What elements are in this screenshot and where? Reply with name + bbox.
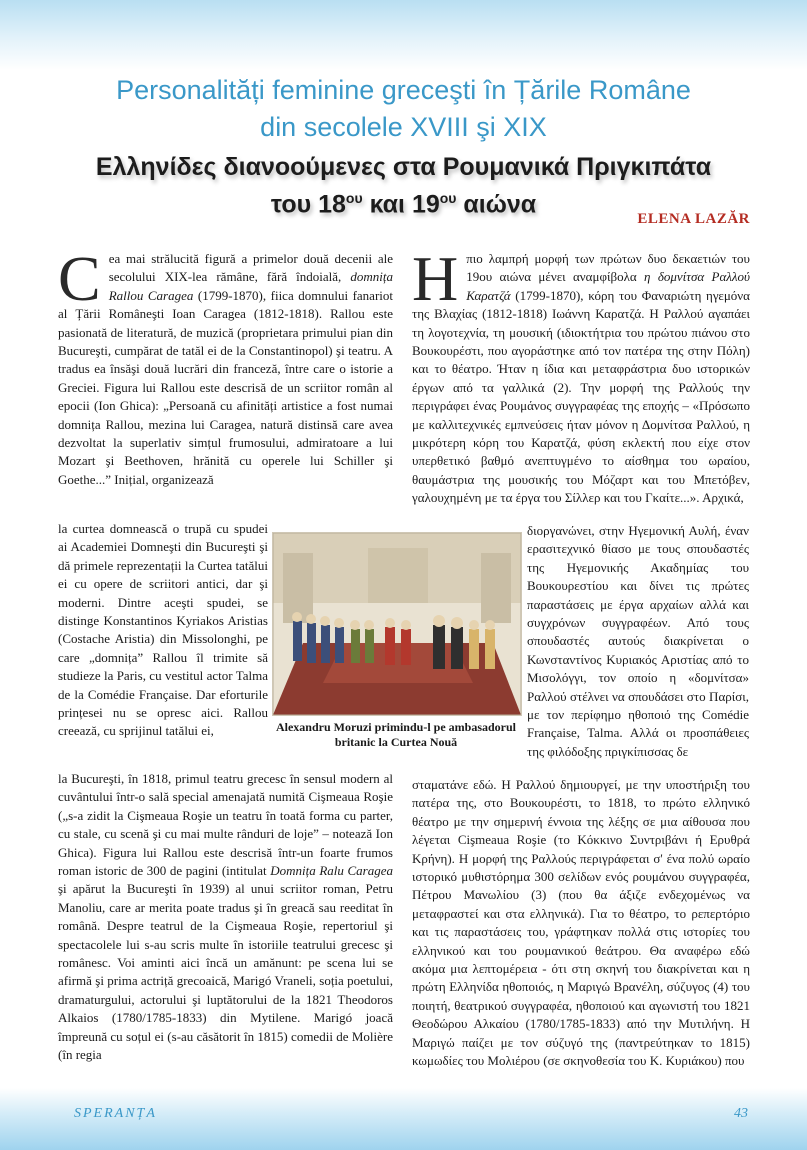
romanian-p1-text-b: (1799-1870), fiica domnului fanariot al Țării Româneşti Ioan Caragea (1812-1818). Rallou este pasionată de literatură, de muzică (proprietara primului pian din Bucureşti, cumpărat de tatăl ei de la Constantinopol) şi teatru. A tradus ea însăşi două lucrări din franceză, între care o istorie a Greciei. Figura lui Rallou este descrisă de un scriitor român al epocii (Ion Ghica): „Persoană cu afinități artistice a fost numai domnița Rallou, mezina lui Caragea, natură distinsă care avea dezvoltat la superlativ simțul frumosului, admiratoare a lui Mozart şi Beethoven, hrănită cu operele lui Schiller şi Goethe...” Inițial, organizează — [58, 287, 393, 487]
romanian-paragraph-2: la curtea domnească o trupă cu spudei ai Academiei Domneşti din Bucureşti şi dă primele reprezentații la Curtea tatălui ei cu opere de scriitori antici, dar şi moderni. Dintre aceşti spudei, se distinge Konstantinos Kyriakos Aristias (Costache Aristia) din Missolonghi, pe care „domnița” Rallou îl trimite să studieze la Paris, cu vestitul actor Talma de la Comédie Française. Dar eforturile prințesei nu se opresc aici. Rallou creează, cu sprijinul tatălui ei, — [58, 521, 268, 739]
greek-column-part-3 — [412, 776, 750, 1071]
romanian-column-part-2 — [58, 520, 268, 741]
header-gradient-band — [0, 0, 807, 70]
page-number: 43 — [734, 1106, 748, 1121]
romanian-p1-emphasis: domnița Rallou Caragea — [108, 269, 393, 303]
romanian-p1-text-a: ea mai strălucită figură a primelor două decenii ale secolului XIX-lea rămâne, fără îndoială, — [108, 251, 393, 285]
romanian-p3-emphasis: Domnița Ralu Caragea — [270, 863, 393, 879]
romanian-column-part-3 — [58, 770, 393, 1065]
title-romanian — [40, 72, 767, 146]
title-greek-line-2-part-b: και 19 — [362, 190, 440, 219]
author-name: ELENA LAZĂR — [637, 211, 750, 227]
engraving-illustration — [273, 533, 521, 715]
romanian-paragraph-1 — [58, 243, 393, 489]
greek-column-part-2 — [527, 522, 749, 761]
romanian-paragraph-3 — [58, 770, 393, 1065]
romanian-drop-cap: C — [58, 243, 101, 314]
romanian-p3-text-b: şi apărut la Bucureşti în 1939) al unui scriitor roman, Petru Manoliu, care ar merita poate tradus şi în greacă sau reeditat în română. Despre teatrul de la Cişmeaua Roşie, repertoriul şi spectacolele lui s-au scris multe în istoriile teatrului grecesc şi românesc. Voi aminti aici încă un amănunt: pe scena lui se afirmă şi prima actriță grecoaică, Marigó Vraneli, soția poetului, dramaturgului, actorului şi luptătorului de la 1821 Theodoros Alkaios (1780/1785-1833) din Mytilene. Marigó joacă împreună cu soțul ei (s-au căsătorit în 1815) comedii de Molière (în regia — [58, 881, 393, 1063]
greek-paragraph-3: σταματάνε εδώ. Η Ραλλού δημιουργεί, με την υποστήριξη του πατέρα της, στο Βουκουρέστι, το 1818, το πρώτο ελληνικό θέατρο με την σημερινή έννοια της λέξης σε μια αίθουσα που λέγεται Cişmeaua Roşie (το Κόκκινο Συντριβάνι ή Ερυθρά Κρήνη). Η μορφή της Ραλλούς περιγράφεται σ' ένα πολύ ωραίο ιστορικό μυθιστόρημα 300 σελίδων ενός ρουμάνου συγγραφέα, Πέτρου Μανωλίου (3) (που θα άξιζε ενδεχομένως να μεταφραστεί και στα ελληνικά). Για το θέατρο, το ρεπερτόριο και τις παραστάσεις του, γράφτηκαν πολλά στις ιστορίες του ελληνικού και του ρουμανικού θεάτρου. Θα αναφέρω εδώ ακόμα μια λεπτομέρεια - ότι στη σκηνή του διακρίνεται και η πρώτη Ελληνίδα ηθοποιός, η Μαριγώ Βρανέλη, σύζυγος (4) του ποιητή, θεατρικού συγγραφέα, ηθοποιού και αγωνιστή του 1821 Θεοδώρου Αλκαίου (1780/1785-1833) από την Μυτιλήνη. Η Μαριγώ παίζει με τον σύζυγό της (παντρεύτηκαν το 1815) κωμωδίες του Μολιέρου (σε σκηνοθεσία του Κ. Κυριάκου) που — [412, 777, 750, 1069]
romanian-column-part-1 — [58, 243, 393, 489]
greek-column-part-1 — [412, 243, 751, 508]
title-greek-line-2-part-c: αιώνα — [456, 190, 537, 219]
greek-p1-text-b: (1799-1870), κόρη του Φαναριώτη ηγεμόνα της Βλαχίας (1812-1818) Ιωάννη Καρατζά. Η Ραλλού αγαπάει τη λογοτεχνία, τη μουσική (ιδιοκτήτρια του πρώτου πιάνου στο Βουκουρέστι, που αγοράστηκε από τον πατέρα της στην Πόλη) και το θέατρο. Ήταν η ίδια και μεταφράστρια δυο ιστορικών έργων από τα γαλλικά (2). Την μορφή της Ραλλούς την περιγράφει ένας Ρουμάνος συγγραφέας της εποχής – «Πρόσωπο με καλλιτεχνικές εμπνεύσεις ήταν μόνον η Δομνίτσα Ραλλού, η μικρότερη κόρη του Καρατζά, φύση εκλεκτή που είχε στον υπερθετικό βαθμό ανεπτυγμένο το αίσθημα του ωραίου, θαυμάστρια της μουσικής του Μόζαρτ και του Μπετόβεν, γαλουχημένη με τα έργα του Σίλλερ και του Γκαίτε...». Αρχικά, — [412, 287, 750, 506]
title-greek-sup-1: ου — [345, 190, 363, 206]
greek-paragraph-1 — [412, 243, 751, 508]
journal-name: SPERANȚA — [74, 1106, 157, 1121]
title-greek-line-2-part-a: του 18 — [270, 190, 346, 219]
romanian-p3-text-a: la Bucureşti, în 1818, primul teatru grecesc în sensul modern al cuvântului într-o sală special amenajată numită Cişmeaua Roşie („s-a zidit la Cişmeaua Roşie un teatru în toată forma cu parter, cu stale, cu scenă şi cu mai multe rânduri de loje” – notează Ion Ghica). Figura lui Rallou este descrisă într-un foarte frumos roman istoric de 300 de pagini (intitulat — [58, 771, 393, 879]
title-greek-sup-2: ου — [439, 190, 457, 206]
greek-p1-text-a: πιο λαμπρή μορφή των πρώτων δυο δεκαετιών του 19ου αιώνα μένει αναμφίβολα — [466, 251, 750, 285]
greek-paragraph-2: διοργανώνει, στην Ηγεμονική Αυλή, έναν ερασιτεχνικό θίασο με τους σπουδαστές της Ηγεμονικής Ακαδημίας του Βουκουρεστίου και δίνει τις πρώτες παραστάσεις με έργα αρχαίων αλλά και συγχρόνων συγγραφέων. Από τους σπουδαστές αυτούς διακρίνεται ο Κωνσταντίνος Κυριακός Αριστίας από το Μισολόγγι, τον οποίο η «δομνίτσα» Ραλλού στέλνει να σπουδάσει στο Παρίσι, με τον περίφημο ηθοποιό της Comédie Française, Talma. Αλλά οι προσπάθειες της φιλόδοξης πριγκίπισσας δε — [527, 523, 749, 759]
greek-p1-emphasis: η δομνίτσα Ραλλού Καρατζά — [466, 269, 751, 303]
greek-drop-cap: Η — [412, 243, 459, 314]
title-greek-line-1: Ελληνίδες διανοούμενες στα Ρουμανικά Πριγκιπάτα — [95, 153, 712, 181]
historical-engraving-image — [272, 532, 522, 716]
title-romanian-line-1: Personalități feminine greceşti în Țările Române — [116, 75, 691, 105]
title-romanian-line-2: din secolele XVIII şi XIX — [260, 112, 547, 142]
image-caption: Alexandru Moruzi primindu-l pe ambasadorul britanic la Curtea Nouă — [275, 720, 517, 749]
